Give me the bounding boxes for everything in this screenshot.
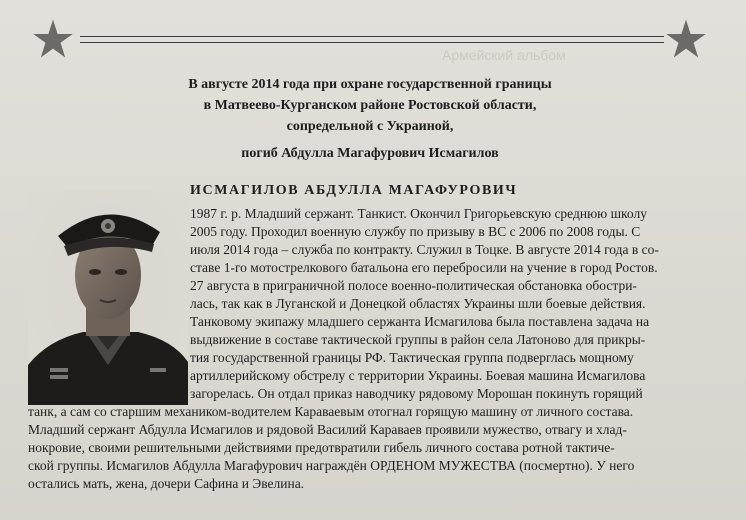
heading-line: погиб Абдулла Магафурович Исмагилов <box>241 146 499 161</box>
heading-line: сопредельной с Украиной, <box>286 119 454 134</box>
biography-line: 1987 г. р. Младший сержант. Танкист. Окончил Григорьевскую среднюю школу <box>190 206 647 221</box>
biography-line: артиллерийскому обстрелу с территории Украины. Боевая машина Исмагилова <box>190 368 646 383</box>
star-icon <box>665 18 707 60</box>
portrait-photo <box>28 190 188 405</box>
divider <box>80 36 664 37</box>
heading-line: В августе 2014 года при охране государственной границы <box>188 77 552 92</box>
heading-line: в Матвеево-Курганском районе Ростовской области, <box>203 98 537 113</box>
divider <box>80 42 664 43</box>
biography-line: Танковому экипажу младшего сержанта Исмагилова была поставлена задача на <box>190 314 650 329</box>
biography-line: тия государственной границы РФ. Тактическая группа подверглась мощному <box>190 350 634 365</box>
biography-text-full-width <box>28 403 634 493</box>
biography-line: 27 августа в приграничной полосе военно-политическая обстановка обостри- <box>190 278 637 293</box>
biography-line: танк, а сам со старшим механиком-водителем Караваевым отогнал горящую машину от личного состава. <box>28 404 634 419</box>
biography-line: загорелась. Он отдал приказ наводчику рядовому Морошан покинуть горящий <box>190 386 643 401</box>
biography-line: нокровие, своими решительными действиями предотвратили гибель личного состава ротной тактиче- <box>28 440 615 455</box>
biography-line: ской группы. Исмагилов Абдулла Магафурович награждён ОРДЕНОМ МУЖЕСТВА (посмертно). У него <box>28 458 635 473</box>
biography-line: выдвижение в составе тактической группы в район села Латоново для прикры- <box>190 332 646 347</box>
biography-line: лась, так как в Луганской и Донецкой областях Украины шли боевые действия. <box>190 296 646 311</box>
biography-line: ставе 1-го мотострелкового батальона его перебросили на учение в город Ростов. <box>190 260 658 275</box>
faded-title: Армейский альбом <box>442 47 566 63</box>
biography-text <box>190 205 659 403</box>
person-name: ИСМАГИЛОВ АБДУЛЛА МАГАФУРОВИЧ <box>190 183 518 198</box>
star-icon <box>32 18 74 60</box>
article-heading <box>120 74 620 164</box>
biography-line: остались мать, жена, дочери Сафина и Эвелина. <box>28 476 305 491</box>
biography-line: Младший сержант Абдулла Исмагилов и рядовой Василий Караваев проявили мужество, отвагу и хлад- <box>28 422 627 437</box>
biography-line: июля 2014 года – служба по контракту. Служил в Тоцке. В августе 2014 года в со- <box>190 242 659 257</box>
biography-line: 2005 году. Проходил военную службу по призыву в ВС с 2006 по 2008 годы. С <box>190 224 641 239</box>
